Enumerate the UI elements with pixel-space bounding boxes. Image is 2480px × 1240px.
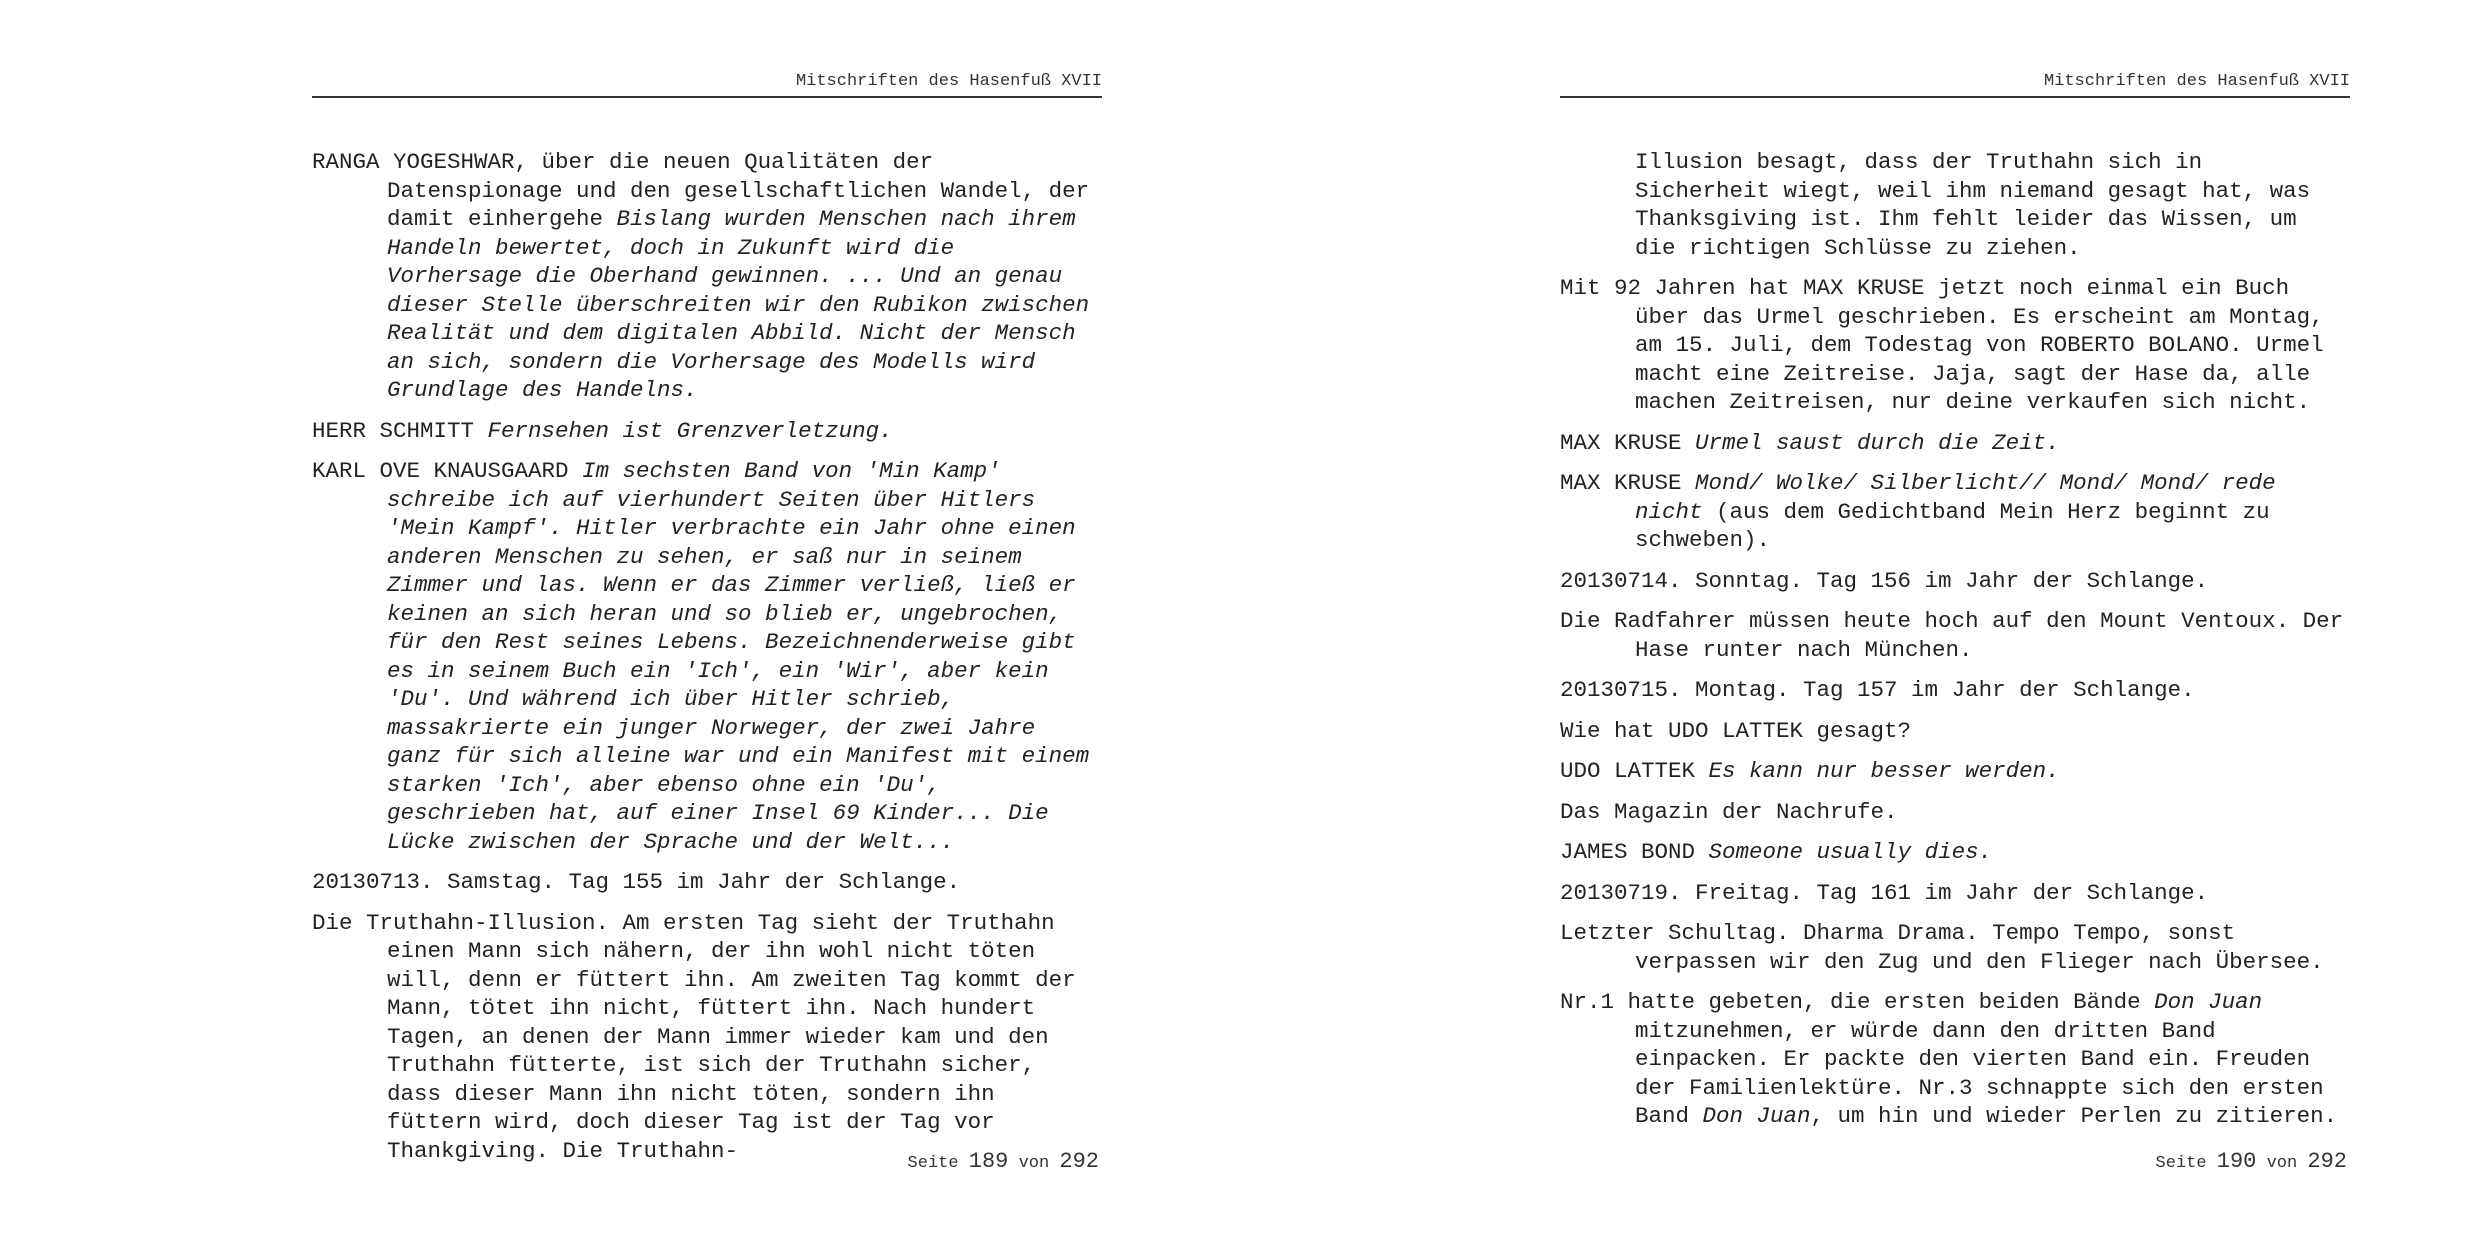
speaker: UDO LATTEK <box>1560 758 1696 784</box>
paragraph-text: mitzunehmen, er würde dann den dritten Band einpacken. Er packte den vierten Band ein. Freuden der Familienlektüre. Nr.3 schnappte sich den ersten Band <box>1635 1017 2324 1129</box>
quote: Im sechsten Band von 'Min Kamp' schreibe ich auf vierhundert Seiten über Hitlers 'Mein Kampf'. Hitler verbrachte ein Jahr ohne einen anderen Menschen zu sehen, er saß nur in seinem Zimmer und las. Wenn er das Zimmer verließ, ließ er keinen an sich heran und so blieb er, ungebrochen, für den Rest seines Lebens. Bezeichnenderweise gibt es in seinem Buch ein 'Ich', ein 'Wir', aber kein 'Du'. Und während ich über Hitler schrieb, massakrierte ein junger Norweger, der zwei Jahre ganz für sich alleine war und ein Manifest mit einem starken 'Ich', aber ebenso ohne ein 'Du', geschrieben hat, auf einer Insel 69 Kinder... Die Lücke zwischen der Sprache und der Welt... <box>387 458 1090 855</box>
page-body <box>1560 148 2350 1143</box>
paragraph-text: Wie hat UDO LATTEK gesagt? <box>1560 717 1912 744</box>
paragraph <box>1560 717 2350 746</box>
page-of: von <box>2266 1154 2298 1173</box>
paragraph <box>1560 429 2350 458</box>
paragraph-text: Letzter Schultag. Dharma Drama. Tempo Tempo, sonst verpassen wir den Zug und den Flieger nach Übersee. <box>1560 920 2324 975</box>
date-text: 20130719. Freitag. Tag 161 im Jahr der Schlange. <box>1560 879 2209 906</box>
paragraph <box>1560 469 2350 555</box>
page-total: 292 <box>1059 1149 1099 1174</box>
paragraph <box>1560 919 2350 976</box>
paragraph <box>312 909 1102 1166</box>
paragraph <box>312 417 1102 446</box>
date-text: 20130715. Montag. Tag 157 im Jahr der Schlange. <box>1560 677 2195 703</box>
speaker: KARL OVE KNAUSGAARD <box>312 458 569 484</box>
speaker: MAX KRUSE <box>1560 470 1682 496</box>
page-body <box>312 148 1102 1177</box>
right-page <box>1560 0 2350 1240</box>
paragraph <box>1560 988 2350 1131</box>
speaker: HERR SCHMITT <box>312 417 475 444</box>
paragraph-text: Nr.1 hatte gebeten, die ersten beiden Bände <box>1560 989 2141 1015</box>
speaker: JAMES BOND <box>1560 839 1696 865</box>
paragraph-text: Das Magazin der Nachrufe. <box>1560 798 1898 825</box>
paragraph-text: , um hin und wieder Perlen zu zitieren. <box>1810 1103 2338 1129</box>
page-of: von <box>1018 1154 1050 1173</box>
speaker: MAX KRUSE <box>1560 429 1682 456</box>
quote-source: (aus dem Gedichtband Mein Herz beginnt zu schweben). <box>1635 498 2270 553</box>
continuation-paragraph: Illusion besagt, dass der Truthahn sich in Sicherheit wiegt, weil ihm niemand gesagt hat, was Thanksgiving ist. Ihm fehlt leider das Wissen, um die richtigen Schlüsse zu ziehen. <box>1635 149 2311 261</box>
book-title: Don Juan <box>2140 989 2263 1015</box>
quote: Mond/ Wolke/ Silberlicht// Mond/ Mond/ rede nicht <box>1635 470 2276 525</box>
book-title: Don Juan <box>1689 1103 1811 1129</box>
paragraph <box>1560 838 2350 867</box>
quote: Urmel saust durch die Zeit. <box>1681 429 2060 456</box>
quote: Fernsehen ist Grenzverletzung. <box>474 417 893 444</box>
page-total: 292 <box>2307 1149 2347 1174</box>
paragraph <box>312 148 1102 405</box>
page-current: 190 <box>2216 1149 2257 1174</box>
paragraph <box>1560 274 2350 417</box>
quote: Es kann nur besser werden. <box>1695 758 2060 784</box>
page-number <box>908 1150 1099 1176</box>
page-label: Seite <box>907 1154 959 1173</box>
paragraph <box>312 457 1102 856</box>
running-header: Mitschriften des Hasenfuß XVII <box>312 72 1102 98</box>
date-entry <box>1560 879 2350 908</box>
page-label: Seite <box>2155 1154 2207 1173</box>
paragraph <box>1560 607 2350 664</box>
date-text: 20130713. Samstag. Tag 155 im Jahr der Schlange. <box>312 869 961 895</box>
paragraph-text: Die Radfahrer müssen heute hoch auf den Mount Ventoux. Der Hase runter nach München. <box>1560 608 2344 663</box>
paragraph-text: Die Truthahn-Illusion. Am ersten Tag sieht der Truthahn einen Mann sich nähern, der ihn wohl nicht töten will, denn er füttert ihn. Am zweiten Tag kommt der Mann, tötet ihn nicht, füttert ihn. Nach hundert Tagen, an denen der Mann immer wieder kam und den Truthahn fütterte, ist sich der Truthahn sicher, dass dieser Mann ihn nicht töten, sondern ihn füttern wird, doch dieser Tag ist der Tag vor Thankgiving. Die Truthahn- <box>312 909 1076 1164</box>
paragraph <box>1560 798 2350 827</box>
speaker: RANGA YOGESHWAR, über die neuen Qualitäten der Datenspionage und den gesellschaftlichen Wandel, der damit einhergehe <box>312 149 1090 232</box>
left-page <box>312 0 1102 1240</box>
date-entry <box>1560 676 2350 705</box>
paragraph <box>1560 757 2350 786</box>
date-entry <box>1560 567 2350 596</box>
quote: Someone usually dies. <box>1695 839 1993 865</box>
date-entry <box>312 868 1102 897</box>
page-number <box>2156 1150 2347 1176</box>
date-text: 20130714. Sonntag. Tag 156 im Jahr der Schlange. <box>1560 567 2209 594</box>
running-header: Mitschriften des Hasenfuß XVII <box>1560 72 2350 98</box>
page-current: 189 <box>968 1149 1009 1174</box>
quote: Bislang wurden Menschen nach ihrem Handeln bewertet, doch in Zukunft wird die Vorhersage die Oberhand gewinnen. ... Und an genau dieser Stelle überschreiten wir den Rubikon zwischen Realität und dem digitalen Abbild. Nicht der Mensch an sich, sondern die Vorhersage des Modells wird Grundlage des Handelns. <box>387 206 1090 403</box>
paragraph-text: Mit 92 Jahren hat MAX KRUSE jetzt noch einmal ein Buch über das Urmel geschrieben. Es erscheint am Montag, am 15. Juli, dem Todestag von ROBERTO BOLANO. Urmel macht eine Zeitreise. Jaja, sagt der Hase da, alle machen Zeitreisen, nur deine verkaufen sich nicht. <box>1560 275 2324 415</box>
